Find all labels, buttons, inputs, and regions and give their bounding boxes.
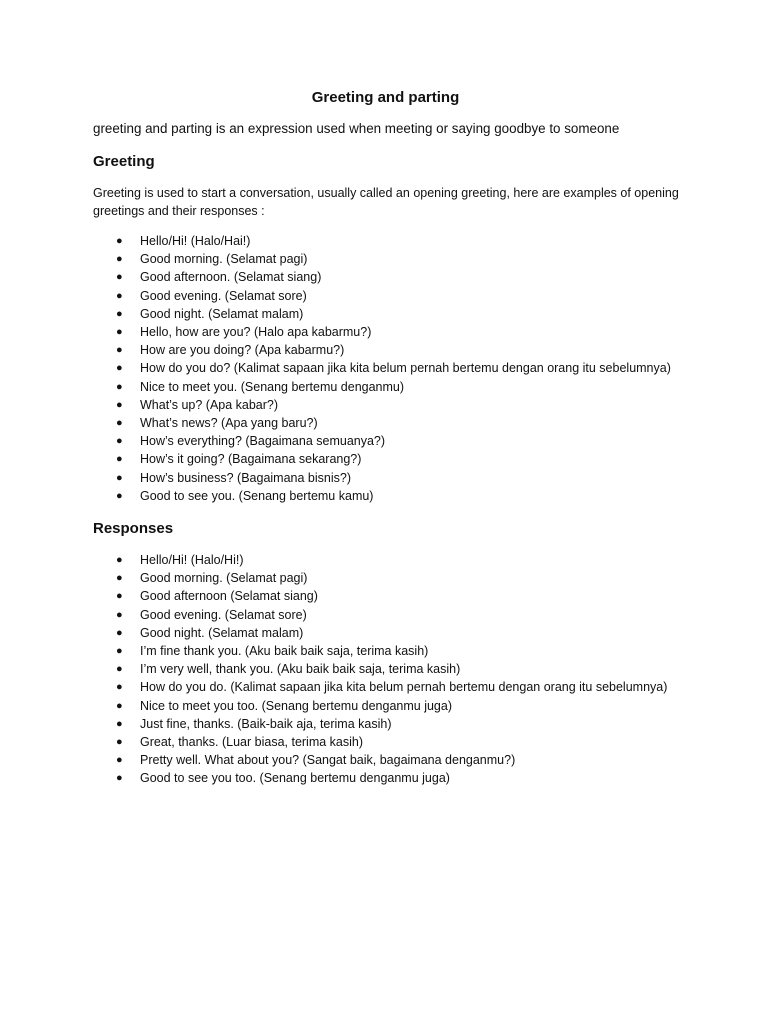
list-item xyxy=(93,642,698,660)
page-title: Greeting and parting xyxy=(311,89,460,106)
list-item xyxy=(93,697,698,715)
list-item-text: Pretty well. What about you? (Sangat baik, bagaimana denganmu?) xyxy=(140,753,516,768)
list-item xyxy=(93,715,698,733)
list-item-text: Hello, how are you? (Halo apa kabarmu?) xyxy=(140,325,372,340)
list-item xyxy=(93,432,698,450)
bullet-icon: ● xyxy=(116,435,123,448)
bullet-icon: ● xyxy=(116,663,123,676)
greeting-list xyxy=(93,232,698,505)
list-item xyxy=(93,268,698,286)
list-item-text: Good evening. (Selamat sore) xyxy=(140,607,307,622)
bullet-icon: ● xyxy=(116,253,123,266)
bullet-icon: ● xyxy=(116,417,123,430)
list-item-text: How’s everything? (Bagaimana semuanya?) xyxy=(140,434,386,449)
list-item-text: Great, thanks. (Luar biasa, terima kasih) xyxy=(140,735,364,750)
bullet-icon: ● xyxy=(116,271,123,284)
list-item xyxy=(93,569,698,587)
bullet-icon: ● xyxy=(116,289,123,302)
list-item xyxy=(93,751,698,769)
bullet-icon: ● xyxy=(116,362,123,375)
list-item-text: I’m very well, thank you. (Aku baik baik saja, terima kasih) xyxy=(140,662,461,677)
list-item-text: Good morning. (Selamat pagi) xyxy=(140,571,308,586)
bullet-icon: ● xyxy=(116,235,123,247)
list-item-text: How’s business? (Bagaimana bisnis?) xyxy=(140,470,351,485)
list-item xyxy=(93,733,698,751)
list-item-text: I’m fine thank you. (Aku baik baik saja, terima kasih) xyxy=(140,644,429,659)
list-item xyxy=(93,450,698,468)
list-item xyxy=(93,341,698,359)
bullet-icon: ● xyxy=(116,626,123,639)
intro-text: greeting and parting is an expression used when meeting or saying goodbye to someone xyxy=(93,121,620,136)
list-item-text: Nice to meet you too. (Senang bertemu denganmu juga) xyxy=(140,698,452,713)
list-item xyxy=(93,250,698,268)
list-item-text: How are you doing? (Apa kabarmu?) xyxy=(140,343,345,358)
bullet-icon: ● xyxy=(116,736,123,749)
greeting-heading: Greeting xyxy=(93,153,155,170)
bullet-icon: ● xyxy=(116,489,123,502)
bullet-icon: ● xyxy=(116,590,123,603)
list-item xyxy=(93,469,698,487)
list-item-text: How do you do? (Kalimat sapaan jika kita belum pernah bertemu dengan orang itu sebelumnya) xyxy=(140,361,671,376)
bullet-icon: ● xyxy=(116,681,123,694)
responses-section xyxy=(93,519,698,788)
bullet-icon: ● xyxy=(116,717,123,730)
list-item-text: Good afternoon. (Selamat siang) xyxy=(140,270,322,285)
bullet-icon: ● xyxy=(116,645,123,658)
list-item-text: Just fine, thanks. (Baik-baik aja, terima kasih) xyxy=(140,716,392,731)
bullet-icon: ● xyxy=(116,699,123,712)
greeting-section xyxy=(93,152,698,505)
list-item-text: Hello/Hi! (Halo/Hi!) xyxy=(140,553,244,568)
list-item xyxy=(93,487,698,505)
list-item xyxy=(93,305,698,323)
bullet-icon: ● xyxy=(116,772,123,785)
list-item-text: Good to see you too. (Senang bertemu denganmu juga) xyxy=(140,771,450,786)
list-item xyxy=(93,323,698,341)
list-item-text: Good to see you. (Senang bertemu kamu) xyxy=(140,488,374,503)
list-item-text: Good night. (Selamat malam) xyxy=(140,306,304,321)
list-item xyxy=(93,232,698,250)
list-item-text: Hello/Hi! (Halo/Hai!) xyxy=(140,234,251,248)
list-item-text: Good morning. (Selamat pagi) xyxy=(140,252,308,267)
list-item-text: What’s up? (Apa kabar?) xyxy=(140,397,279,412)
list-item-text: Good night. (Selamat malam) xyxy=(140,625,304,640)
bullet-icon: ● xyxy=(116,471,123,484)
list-item xyxy=(93,660,698,678)
list-item-text: Good afternoon (Selamat siang) xyxy=(140,589,318,604)
list-item-text: Good evening. (Selamat sore) xyxy=(140,288,307,303)
greeting-paragraph: Greeting is used to start a conversation, usually called an opening greeting, here are examples of opening greetings and their responses : xyxy=(93,186,679,218)
bullet-icon: ● xyxy=(116,398,123,411)
responses-heading: Responses xyxy=(93,520,174,538)
list-item xyxy=(93,414,698,432)
list-item xyxy=(93,396,698,414)
list-item xyxy=(93,624,698,642)
list-item-text: How do you do. (Kalimat sapaan jika kita belum pernah bertemu dengan orang itu sebelumnya) xyxy=(140,680,668,695)
bullet-icon: ● xyxy=(116,453,123,466)
bullet-icon: ● xyxy=(116,326,123,339)
list-item-text: Nice to meet you. (Senang bertemu denganmu) xyxy=(140,379,405,394)
bullet-icon: ● xyxy=(116,754,123,767)
list-item xyxy=(93,378,698,396)
list-item-text: What’s news? (Apa yang baru?) xyxy=(140,416,318,431)
list-item xyxy=(93,287,698,305)
bullet-icon: ● xyxy=(116,307,123,320)
list-item xyxy=(93,678,698,696)
bullet-icon: ● xyxy=(116,554,123,567)
list-item xyxy=(93,359,698,377)
responses-list xyxy=(93,551,698,788)
bullet-icon: ● xyxy=(116,608,123,621)
list-item xyxy=(93,606,698,624)
list-item xyxy=(93,551,698,569)
list-item xyxy=(93,769,698,787)
list-item-text: How’s it going? (Bagaimana sekarang?) xyxy=(140,452,362,467)
list-item xyxy=(93,587,698,605)
bullet-icon: ● xyxy=(116,344,123,357)
bullet-icon: ● xyxy=(116,380,123,393)
bullet-icon: ● xyxy=(116,572,123,585)
